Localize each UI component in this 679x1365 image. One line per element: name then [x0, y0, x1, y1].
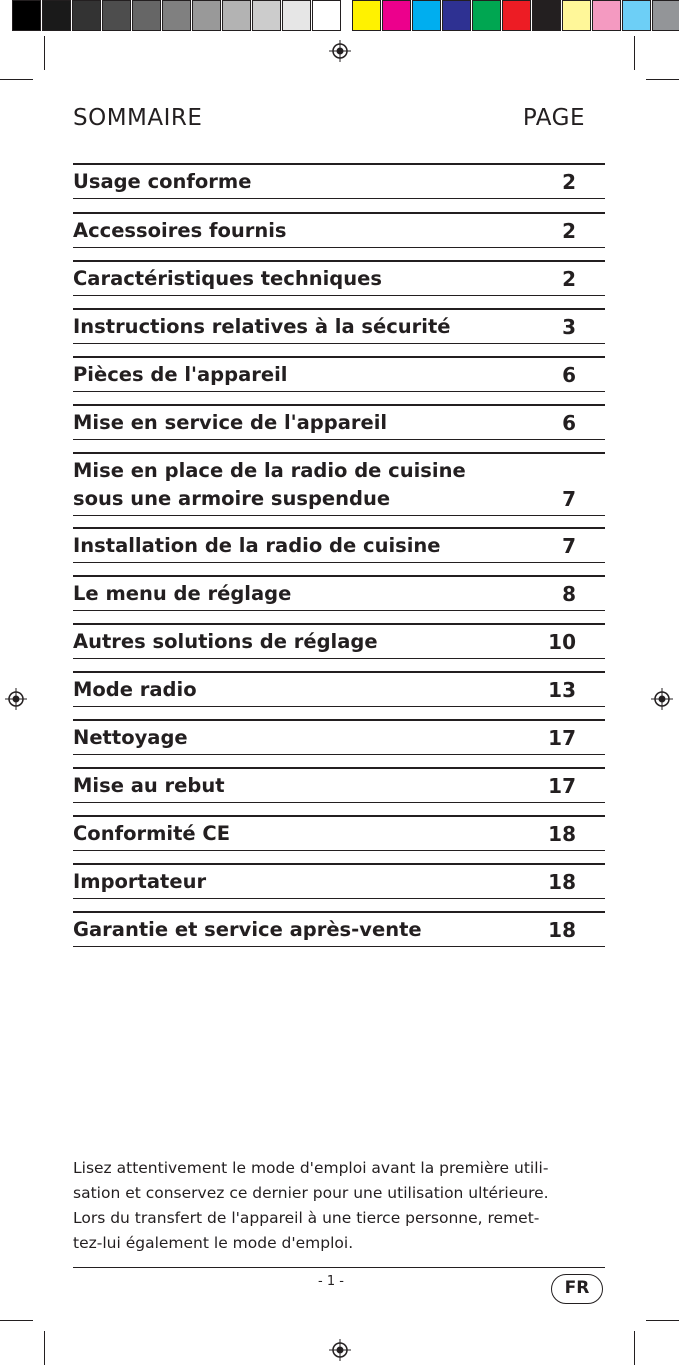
crop-mark — [646, 1320, 679, 1321]
toc-heading: SOMMAIRE — [73, 105, 203, 131]
registration-mark-icon — [329, 40, 351, 62]
gray-swatch — [192, 0, 221, 31]
process-color-swatch — [352, 0, 381, 31]
toc-entry-page: 3 — [562, 315, 576, 339]
toc-entry-title: Conformité CE — [73, 822, 231, 845]
toc-entry-title: Nettoyage — [73, 726, 188, 749]
gray-swatch — [162, 0, 191, 31]
toc-row — [73, 308, 605, 341]
toc-entry-page: 7 — [562, 534, 576, 558]
crop-mark — [0, 79, 33, 80]
crop-mark — [0, 1320, 33, 1321]
registration-mark-icon — [329, 1339, 351, 1361]
toc-entry-page: 8 — [562, 582, 576, 606]
toc-underline — [73, 946, 605, 947]
language-badge: FR — [551, 1274, 603, 1304]
toc-underline — [73, 898, 605, 899]
toc-entry-title: Instructions relatives à la sécurité — [73, 315, 451, 338]
registration-mark-icon — [651, 688, 673, 710]
toc-row — [73, 863, 605, 896]
toc-row — [73, 404, 605, 437]
gray-swatch — [72, 0, 101, 31]
toc-entry-title: Installation de la radio de cuisine — [73, 534, 441, 557]
gray-swatch — [12, 0, 41, 31]
process-color-swatch — [502, 0, 531, 31]
toc-underline — [73, 295, 605, 296]
toc-entry-page: 2 — [562, 267, 576, 291]
gray-swatch — [132, 0, 161, 31]
toc-row — [73, 719, 605, 752]
gray-swatch — [312, 0, 341, 31]
table-of-contents — [73, 163, 605, 944]
toc-row — [73, 452, 605, 513]
toc-entry-page: 6 — [562, 411, 576, 435]
toc-row — [73, 575, 605, 608]
toc-entry-title: Pièces de l'appareil — [73, 363, 288, 386]
toc-row — [73, 527, 605, 560]
crop-mark — [646, 79, 679, 80]
toc-entry-title: Garantie et service après-vente — [73, 918, 422, 941]
toc-entry-page: 18 — [548, 918, 576, 942]
gray-swatch — [222, 0, 251, 31]
color-calibration-bar — [12, 0, 679, 31]
toc-entry-title: Autres solutions de réglage — [73, 630, 378, 653]
process-color-swatch — [472, 0, 501, 31]
toc-entry-title: Usage conforme — [73, 170, 252, 193]
gray-swatch — [252, 0, 281, 31]
toc-entry-title: Mise en service de l'appareil — [73, 411, 388, 434]
toc-underline — [73, 198, 605, 199]
toc-underline — [73, 850, 605, 851]
toc-row — [73, 356, 605, 389]
toc-row — [73, 623, 605, 656]
toc-entry-page: 17 — [548, 726, 576, 750]
process-color-swatch — [442, 0, 471, 31]
toc-underline — [73, 658, 605, 659]
toc-header — [73, 105, 585, 135]
toc-entry-page: 6 — [562, 363, 576, 387]
reading-notice: Lisez attentivement le mode d'emploi avant la première utili- sation et conservez ce dernier pour une utilisation ultérieure. Lors du transfert de l'appareil à une tierce personne, remet- tez-lui également le mode d'emploi. — [73, 1159, 549, 1252]
toc-entry-page: 2 — [562, 219, 576, 243]
crop-mark — [44, 36, 45, 70]
gray-swatch — [42, 0, 71, 31]
process-color-swatch — [562, 0, 591, 31]
toc-entry-title: Mise au rebut — [73, 774, 225, 797]
toc-entry-title: Le menu de réglage — [73, 582, 292, 605]
toc-underline — [73, 391, 605, 392]
toc-underline — [73, 754, 605, 755]
toc-entry-page: 18 — [548, 822, 576, 846]
toc-underline — [73, 515, 605, 516]
toc-entry-title: Accessoires fournis — [73, 219, 287, 242]
crop-mark — [634, 1331, 635, 1365]
toc-underline — [73, 562, 605, 563]
process-color-swatch — [592, 0, 621, 31]
gray-swatch — [102, 0, 131, 31]
toc-underline — [73, 802, 605, 803]
crop-mark — [634, 36, 635, 70]
footer-divider — [73, 1267, 605, 1268]
toc-row — [73, 163, 605, 196]
process-color-swatch — [382, 0, 411, 31]
toc-entry-page: 2 — [562, 170, 576, 194]
toc-entry-page: 7 — [562, 487, 576, 511]
registration-mark-icon — [5, 688, 27, 710]
toc-underline — [73, 439, 605, 440]
toc-underline — [73, 706, 605, 707]
toc-entry-page: 13 — [548, 678, 576, 702]
toc-entry-page: 10 — [548, 630, 576, 654]
toc-underline — [73, 247, 605, 248]
toc-entry-title: Mise en place de la radio de cuisine sous une armoire suspendue — [73, 459, 466, 510]
toc-underline — [73, 610, 605, 611]
process-color-swatch — [532, 0, 561, 31]
process-color-swatch — [412, 0, 441, 31]
toc-entry-page: 18 — [548, 870, 576, 894]
toc-entry-title: Importateur — [73, 870, 207, 893]
process-color-swatch — [622, 0, 651, 31]
toc-row — [73, 911, 605, 944]
toc-row — [73, 815, 605, 848]
toc-row — [73, 671, 605, 704]
gray-swatch — [282, 0, 311, 31]
toc-row — [73, 212, 605, 245]
toc-row — [73, 767, 605, 800]
page-number: - 1 - — [318, 1274, 344, 1289]
toc-underline — [73, 343, 605, 344]
toc-entry-page: 17 — [548, 774, 576, 798]
toc-entry-title: Caractéristiques techniques — [73, 267, 382, 290]
page-column-heading: PAGE — [522, 105, 585, 131]
toc-row — [73, 260, 605, 293]
crop-mark — [44, 1331, 45, 1365]
toc-entry-title: Mode radio — [73, 678, 197, 701]
process-color-swatch — [652, 0, 679, 31]
